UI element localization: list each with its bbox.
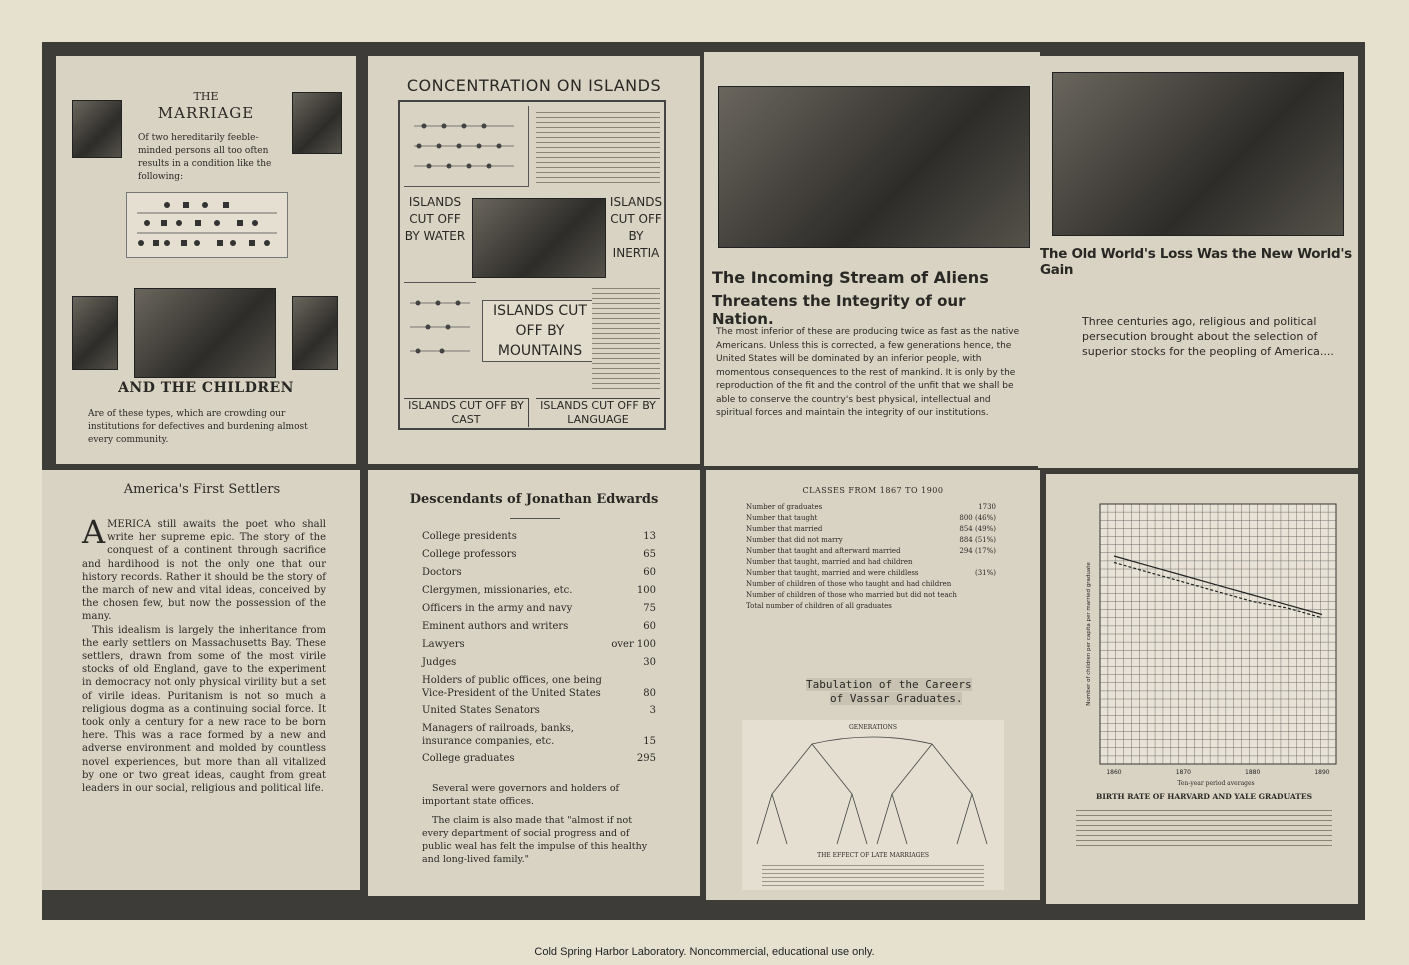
marriage-panel — [56, 56, 356, 464]
generations-caption-text — [762, 862, 984, 886]
edwards-row: College graduates 295 — [422, 753, 656, 764]
pedigree-svg — [127, 193, 287, 257]
vassar-panel — [706, 470, 1040, 900]
edwards-row: Officers in the army and navy 75 — [422, 603, 656, 614]
credit-line: Cold Spring Harbor Laboratory. Noncommercial, educational use only. — [534, 946, 875, 958]
marriage-title: MARRIAGE — [157, 104, 255, 122]
islands-inertia-label: ISLANDS CUT OFF BY INERTIA — [609, 195, 663, 260]
settlers-panel — [42, 470, 360, 890]
harvard-caption-text — [1076, 806, 1332, 846]
marriage-text: Of two hereditarily feeble-minded persons all too often results in a condition like the following: — [138, 133, 272, 182]
x-tick-label: 1870 — [1175, 769, 1191, 774]
generations-label: GENERATIONS — [849, 724, 897, 731]
generations-caption: THE EFFECT OF LATE MARRIAGES — [817, 852, 929, 859]
edwards-row: College presidents 13 — [422, 531, 656, 542]
island-text-top-right — [536, 108, 660, 184]
edwards-row: Eminent authors and writers 60 — [422, 621, 656, 632]
vassar-row: Number of children of those who taught and had children — [746, 580, 952, 588]
edwards-note-2: The claim is also made that "almost if not every department of social progress and of public weal has felt the impulse of this healthy and long-lived family." — [422, 815, 648, 865]
exhibit-board — [42, 42, 1365, 920]
pedigree-islands-svg — [404, 106, 528, 186]
immigrant-crowd-photo — [718, 86, 1030, 248]
vassar-header: CLASSES FROM 1867 TO 1900 — [802, 486, 944, 495]
settlers-paragraph-1: MERICA still awaits the poet who shall write her supreme epic. The story of the conquest of a continent through sacrifice and hardihood is not the only one that our history records. Rather it should be the story of the march of new and vital ideas, conceived by the chosen few, but now the possession of the many. — [82, 519, 326, 623]
islands-frame — [398, 100, 666, 430]
vassar-row: Number that married 854 (49%) — [746, 525, 996, 533]
island-diagram-bottom-left — [404, 282, 476, 393]
vassar-row: Number that did not marry 884 (51%) — [746, 536, 996, 544]
vassar-stamp-2: of Vassar Graduates. — [830, 692, 963, 705]
pilgrims-photo — [1052, 72, 1344, 236]
pedigree-chart — [126, 192, 288, 258]
aliens-headline-2: Threatens the Integrity of our Nation. — [712, 292, 966, 328]
vassar-row: Number that taught and afterward married 294 (17%) — [746, 547, 996, 555]
edwards-row: Lawyers over 100 — [422, 639, 656, 650]
harvard-caption: BIRTH RATE OF HARVARD AND YALE GRADUATES — [1096, 792, 1312, 801]
islands-water-label: ISLANDS CUT OFF BY WATER — [404, 195, 466, 243]
islands-cast-label: ISLANDS CUT OFF BY CAST — [404, 398, 529, 427]
x-tick-label: 1880 — [1245, 769, 1261, 774]
marriage-title-the: THE — [193, 90, 219, 103]
settlers-dropcap: A — [82, 513, 106, 551]
oldworld-panel — [1038, 56, 1358, 468]
edwards-title: Descendants of Jonathan Edwards — [409, 492, 659, 507]
portrait-mother — [292, 92, 342, 154]
edwards-table — [422, 528, 656, 768]
vassar-row: Total number of children of all graduates — [746, 602, 892, 610]
vassar-row: Number that taught, married and were childless (31%) — [746, 569, 996, 577]
oldworld-text: Three centuries ago, religious and political persecution brought about the selection of superior stocks for the peopling of America.... — [1082, 315, 1334, 358]
vassar-row: Number of children of those who married but did not teach — [746, 591, 957, 599]
edwards-title-rule — [510, 518, 560, 519]
birth-rate-chart — [1046, 474, 1358, 774]
oldworld-headline: The Old World's Loss Was the New World's Gain — [1040, 246, 1352, 278]
mountain-family-photo — [472, 198, 606, 278]
edwards-row: Judges 30 — [422, 657, 656, 668]
child-portrait-left — [72, 296, 118, 370]
x-tick-label: 1860 — [1106, 769, 1122, 774]
vassar-row: Number of graduates 1730 — [746, 503, 996, 511]
islands-panel — [368, 56, 700, 464]
children-title: AND THE CHILDREN — [118, 380, 294, 396]
aliens-text: The most inferior of these are producing twice as fast as the native Americans. Unless this is corrected, a few generations hence, the United States will be dominated by an inferior people, with momentous consequences to the rest of mankind. It is only by the reproduction of the fit and the control of the unfit that we shall be able to conserve the country's best physical, intellectual and spiritual forces and maintain the integrity of our institutions. — [716, 327, 1020, 418]
pedigree-lower-svg — [404, 283, 476, 393]
vassar-table — [746, 502, 996, 612]
edwards-row: Holders of public offices, one being Vice-President of the United States 80 — [422, 675, 656, 699]
child-portrait-right — [292, 296, 338, 370]
edwards-row: College professors 65 — [422, 549, 656, 560]
settlers-title: America's First Settlers — [123, 482, 281, 497]
edwards-row: Doctors 60 — [422, 567, 656, 578]
children-text: Are of these types, which are crowding our institutions for defectives and burdening almost every community. — [88, 409, 308, 445]
aliens-headline-1: The Incoming Stream of Aliens — [712, 268, 989, 287]
settlers-body — [82, 513, 326, 795]
edwards-note-1: Several were governors and holders of important state offices. — [422, 783, 620, 807]
vassar-stamp-1: Tabulation of the Careers — [806, 678, 972, 691]
island-text-bottom-right — [592, 284, 660, 392]
portrait-father — [72, 100, 122, 158]
harvard-panel — [1046, 474, 1358, 904]
generations-diagram — [742, 720, 1004, 890]
edwards-row: Clergymen, missionaries, etc. 100 — [422, 585, 656, 596]
edwards-panel — [368, 470, 700, 896]
islands-mountains-label: ISLANDS CUT OFF BY MOUNTAINS — [482, 300, 598, 362]
island-diagram-top-left — [404, 106, 529, 187]
vassar-row: Number that taught, married and had children — [746, 558, 913, 566]
islands-title: CONCENTRATION ON ISLANDS — [406, 76, 662, 95]
edwards-row: Managers of railroads, banks, insurance companies, etc. 15 — [422, 723, 656, 747]
settlers-paragraph-2: This idealism is largely the inheritance from the early settlers on Massachusetts Bay. These settlers, drawn from some of the most virile stocks of old England, gave to the experiment in democracy not only physical virility but a set of virile ideas. Puritanism is not so much a religious dogma as a continuing social force. It took only a century for a new race to be born here. This was a race formed by a new and adverse environment and molded by countless novel experiences, but more than all vitalized by one or two great ideas, caught from great leaders in our social, religious and political life. — [82, 624, 326, 795]
y-axis-label: Number of children per capita per married graduate — [1086, 562, 1092, 706]
vassar-row: Number that taught 800 (46%) — [746, 514, 996, 522]
islands-language-label: ISLANDS CUT OFF BY LANGUAGE — [536, 398, 660, 427]
aliens-panel — [704, 52, 1040, 466]
harvard-xlabel: Ten-year period averages — [1177, 780, 1255, 787]
family-photo — [134, 288, 276, 378]
x-tick-label: 1890 — [1314, 769, 1330, 774]
edwards-row: United States Senators 3 — [422, 705, 656, 716]
